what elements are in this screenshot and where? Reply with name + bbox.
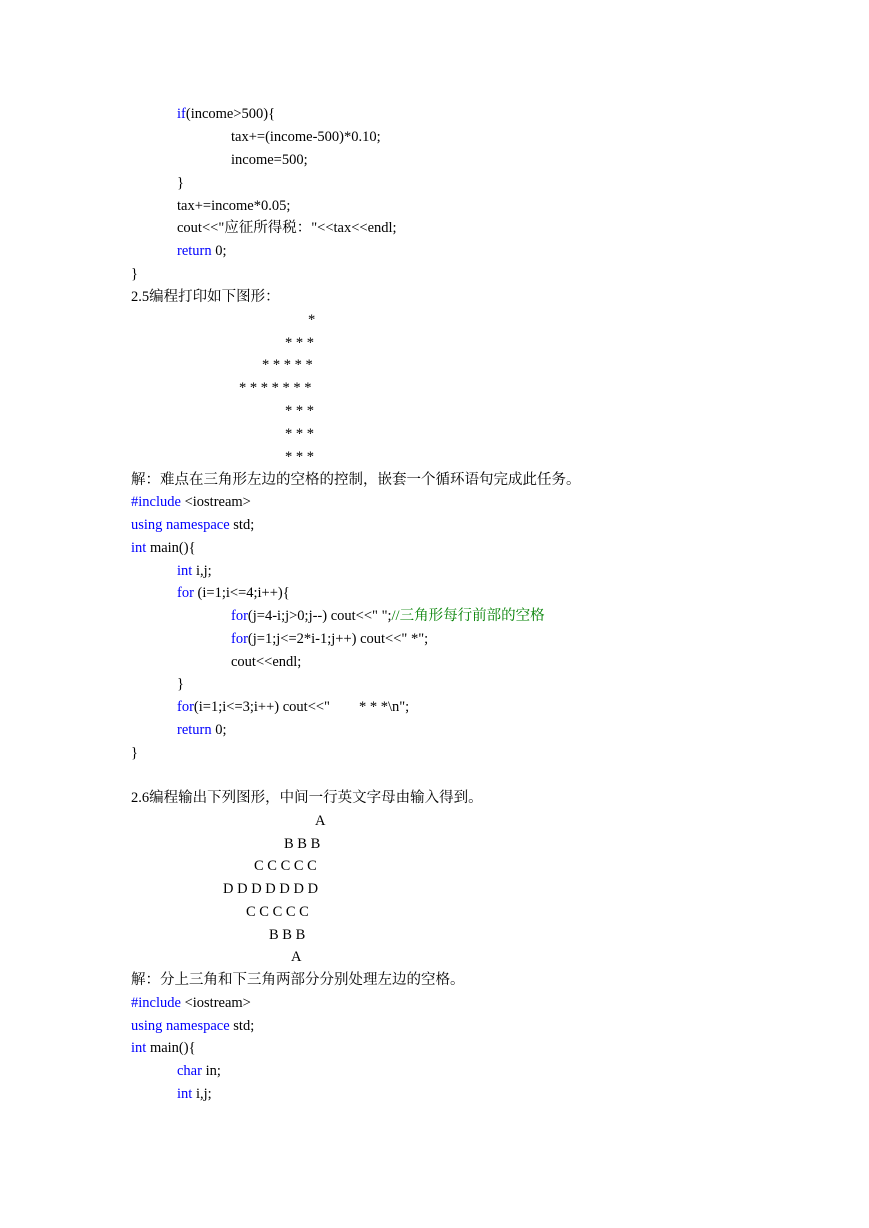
code-line: for (i=1;i<=4;i++){ [177,585,290,601]
code-line: int i,j; [177,1086,212,1102]
code-line: } [177,676,184,692]
code-line: #include <iostream> [131,494,251,510]
code-line: cout<<endl; [231,654,302,670]
code-line: int main(){ [131,1040,196,1056]
keyword: for [231,631,248,647]
code-comment: //三角形每行前部的空格 [391,608,545,624]
code-line: } [131,745,138,761]
pattern-line: * * * [285,335,314,351]
keyword: int [177,1086,193,1102]
keyword: int [177,563,193,579]
code-line: int main(){ [131,540,196,556]
question-title: 2.6编程输出下列图形，中间一行英文字母由输入得到。 [131,790,483,806]
pattern-line: * * * * * [262,357,313,373]
keyword: int [131,540,147,556]
keyword: int [131,1040,147,1056]
pattern-line: D D D D D D D [223,881,319,897]
code-line: tax+=(income-500)*0.10; [231,129,381,145]
code-line: cout<<"应征所得税："<<tax<<endl; [177,220,397,236]
pattern-line: B B B [269,927,306,943]
code-line: for(j=4-i;j>0;j--) cout<<" ";//三角形每行前部的空格 [231,608,545,624]
solution-text: 解：分上三角和下三角两部分分别处理左边的空格。 [131,972,465,988]
keyword: for [177,585,194,601]
keyword: for [177,699,194,715]
keyword: using namespace [131,1018,230,1034]
pattern-line: A [291,949,302,965]
keyword: using namespace [131,517,230,533]
keyword: if [177,106,186,122]
code-line: return 0; [177,722,227,738]
pattern-line: C C C C C [246,904,309,920]
solution-text: 解：难点在三角形左边的空格的控制，嵌套一个循环语句完成此任务。 [131,472,581,488]
code-line: } [177,175,184,191]
pattern-line: * * * [285,426,314,442]
pattern-line: A [315,813,326,829]
code-line: #include <iostream> [131,995,251,1011]
keyword: return [177,243,212,259]
keyword: return [177,722,212,738]
code-line: using namespace std; [131,1018,255,1034]
pattern-line: B B B [284,836,321,852]
code-line: } [131,266,138,282]
keyword: for [231,608,248,624]
code-line: char in; [177,1063,221,1079]
code-line: return 0; [177,243,227,259]
code-line: int i,j; [177,563,212,579]
code-line: for(i=1;i<=3;i++) cout<<" * * *\n"; [177,699,410,715]
code-line: tax+=income*0.05; [177,198,291,214]
code-line: for(j=1;j<=2*i-1;j++) cout<<" *"; [231,631,429,647]
keyword: #include [131,494,181,510]
keyword: #include [131,995,181,1011]
keyword: char [177,1063,202,1079]
pattern-line: * [308,312,316,328]
code-line: using namespace std; [131,517,255,533]
pattern-line: * * * [285,449,314,465]
code-line: income=500; [231,152,308,168]
pattern-line: * * * * * * * [239,380,312,396]
pattern-line: C C C C C [254,858,317,874]
code-line: if(income>500){ [177,106,276,122]
pattern-line: * * * [285,403,314,419]
question-title: 2.5编程打印如下图形： [131,289,280,305]
